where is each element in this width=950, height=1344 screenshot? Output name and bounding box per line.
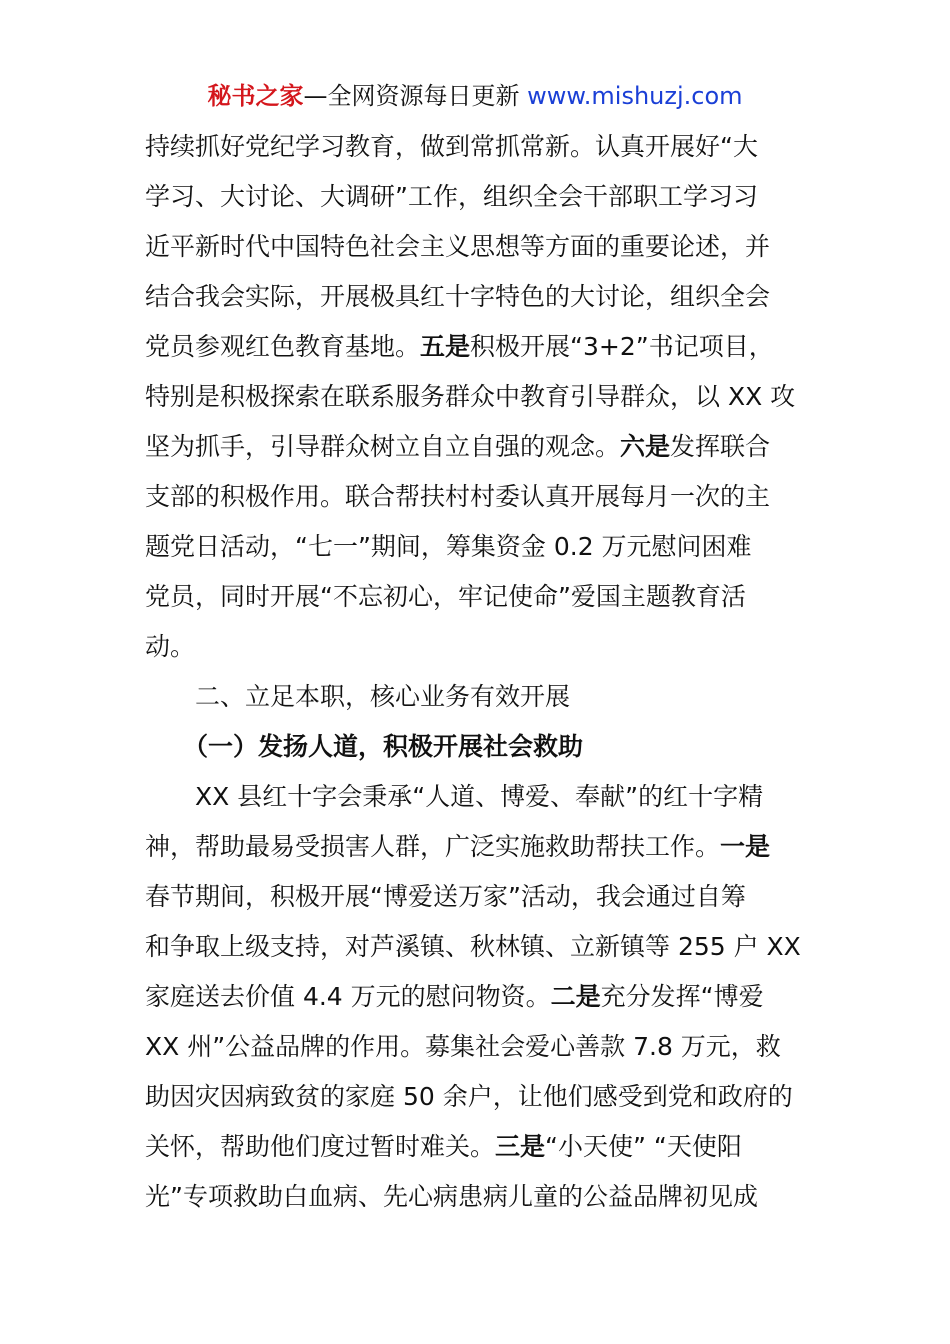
paragraph-line: 支部的积极作用。联合帮扶村村委认真开展每月一次的主: [145, 482, 771, 511]
paragraph-line: 特别是积极探索在联系服务群众中教育引导群众，以 XX 攻: [145, 382, 796, 411]
paragraph-line: XX 州”公益品牌的作用。募集社会爱心善款 7.8 万元，救: [145, 1032, 781, 1061]
paragraph-line: 关怀，帮助他们度过暂时难关。三是“小天使” “天使阳: [145, 1132, 742, 1161]
document-body: [145, 122, 810, 1222]
paragraph-line: 党员参观红色教育基地。五是积极开展“3+2”书记项目，: [145, 332, 774, 361]
header-tagline: —全网资源每日更新: [303, 82, 520, 110]
paragraph-line: 结合我会实际，开展极具红十字特色的大讨论，组织全会: [145, 282, 771, 311]
emphasis-text: 五是: [420, 332, 471, 361]
brand-name: 秘书之家: [207, 82, 304, 110]
paragraph-line: 党员，同时开展“不忘初心，牢记使命”爱国主题教育活: [145, 582, 746, 611]
section-heading: 二、立足本职，核心业务有效开展: [195, 682, 571, 711]
emphasis-text: 一是: [720, 832, 771, 861]
emphasis-text: 六是: [620, 432, 671, 461]
emphasis-text: 二是: [550, 982, 601, 1011]
paragraph-line: 学习、大讨论、大调研”工作，组织全会干部职工学习习: [145, 182, 758, 211]
paragraph-line: 持续抓好党纪学习教育，做到常抓常新。认真开展好“大: [145, 132, 758, 161]
site-header: [0, 80, 950, 112]
paragraph-line: 题党日活动，“七一”期间，筹集资金 0.2 万元慰问困难: [145, 532, 752, 561]
paragraph-line: 家庭送去价值 4.4 万元的慰问物资。二是充分发挥“博爱: [145, 982, 764, 1011]
subsection-heading: （一）发扬人道，积极开展社会救助: [183, 732, 584, 761]
emphasis-text: 三是: [495, 1132, 546, 1161]
paragraph-line: 光”专项救助白血病、先心病患病儿童的公益品牌初见成: [145, 1182, 758, 1211]
paragraph-line: XX 县红十字会秉承“人道、博爱、奉献”的红十字精: [195, 782, 764, 811]
site-url-link[interactable]: www.mishuzj.com: [527, 82, 743, 110]
paragraph-line: 春节期间，积极开展“博爱送万家”活动，我会通过自筹: [145, 882, 746, 911]
paragraph-line: 坚为抓手，引导群众树立自立自强的观念。六是发挥联合: [145, 432, 771, 461]
paragraph-line: 动。: [145, 632, 196, 661]
paragraph-line: 助因灾因病致贫的家庭 50 余户，让他们感受到党和政府的: [145, 1082, 793, 1111]
paragraph-line: 近平新时代中国特色社会主义思想等方面的重要论述，并: [145, 232, 771, 261]
paragraph-line: 和争取上级支持，对芦溪镇、秋林镇、立新镇等 255 户 XX: [145, 932, 801, 961]
paragraph-line: 神，帮助最易受损害人群，广泛实施救助帮扶工作。一是: [145, 832, 771, 861]
